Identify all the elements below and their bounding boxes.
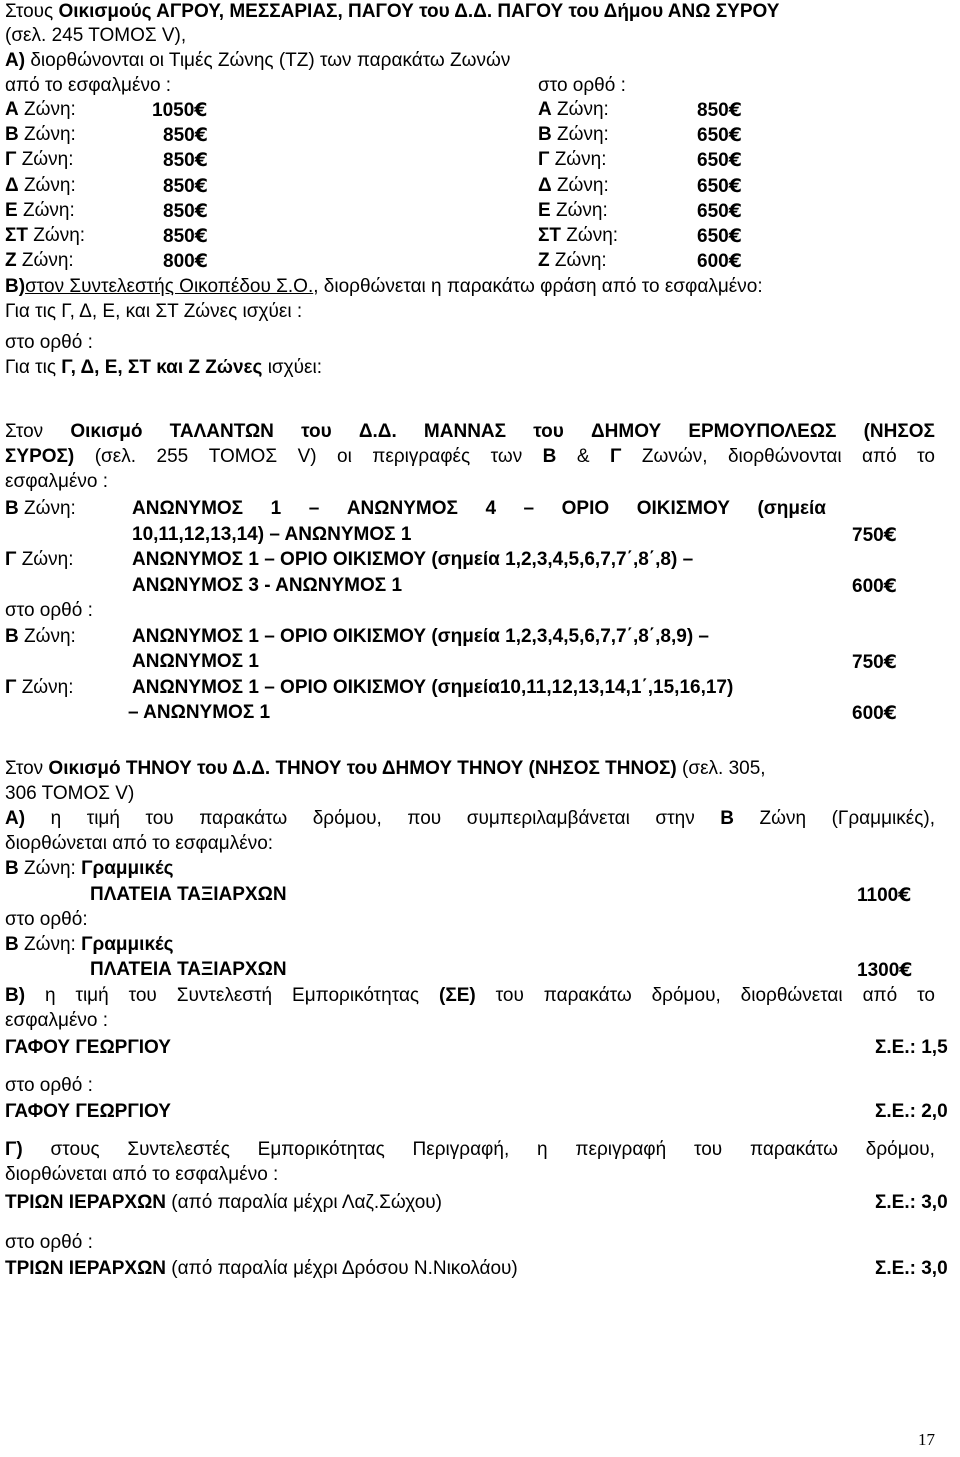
s1-b-line3: στο ορθό : bbox=[5, 332, 93, 353]
s2-w-b-label: Β Ζώνη: bbox=[5, 498, 76, 519]
s3-c-line1: Γ) στους Συντελεστές Εμπορικότητας Περιγραφή, η περιγραφή του παρακάτω δρόμου, bbox=[5, 1139, 935, 1160]
s2-w-g-desc1: ΑΝΩΝΥΜΟΣ 1 – ΟΡΙΟ ΟΙΚΙΣΜΟΥ (σημεία 1,2,3,4,5,6,7,7΄,8΄,8) – bbox=[132, 549, 694, 570]
s3-c-line2: διορθώνεται από το εσφαλμένο : bbox=[5, 1164, 279, 1185]
s1-b-line1: Β)στον Συντελεστής Οικοπέδου Σ.Ο., διορθώνεται η παρακάτω φράση από το εσφαλμένο: bbox=[5, 276, 763, 297]
s2-r-b-desc1: ΑΝΩΝΥΜΟΣ 1 – ΟΡΙΟ ΟΙΚΙΣΜΟΥ (σημεία 1,2,3,4,5,6,7,7΄,8΄,8,9) – bbox=[132, 626, 709, 647]
s3-w-se3-value: Σ.Ε.: 3,0 bbox=[875, 1192, 948, 1213]
zone-value-right: 650€ bbox=[697, 175, 742, 197]
zone-value-right: 650€ bbox=[697, 200, 742, 222]
zone-value-right: 850€ bbox=[697, 99, 742, 121]
zone-row-right: Γ Ζώνη: 650€ bbox=[538, 149, 742, 171]
s1-b-line4: Για τις Γ, Δ, Ε, ΣΤ και Ζ Ζώνες ισχύει: bbox=[5, 357, 322, 378]
s3-r-gstreet: ΓΑΦΟΥ ΓΕΩΡΓΙΟΥ bbox=[5, 1101, 171, 1122]
s2-r-b-desc2: ΑΝΩΝΥΜΟΣ 1 bbox=[132, 651, 259, 672]
s2-w-g-label: Γ Ζώνη: bbox=[5, 549, 74, 570]
zone-value-wrong: 850€ bbox=[163, 124, 208, 146]
s1-line3: Α) διορθώνονται οι Τιμές Ζώνης (ΤΖ) των παρακάτω Ζωνών bbox=[5, 50, 511, 71]
s2-heading-line1: Στον Οικισμό ΤΑΛΑΝΤΩΝ του Δ.Δ. ΜΑΝΝΑΣ του ΔΗΜΟΥ ΕΡΜΟΥΠΟΛΕΩΣ (ΝΗΣΟΣ bbox=[5, 421, 935, 442]
s3-heading-line2: 306 ΤΟΜΟΣ V) bbox=[5, 783, 135, 804]
s3-heading-line1: Στον Οικισμό ΤΗΝΟΥ του Δ.Δ. ΤΗΝΟΥ του ΔΗΜΟΥ ΤΗΝΟΥ (ΝΗΣΟΣ ΤΗΝΟΣ) (σελ. 305, bbox=[5, 758, 766, 779]
s3-a-line1: Α) η τιμή του παρακάτω δρόμου, που συμπεριλαμβάνεται στην Β Ζώνη (Γραμμικές), bbox=[5, 808, 935, 829]
s3-r-se4-value: Σ.Ε.: 3,0 bbox=[875, 1258, 948, 1279]
s3-w-se-value: Σ.Ε.: 1,5 bbox=[875, 1037, 948, 1058]
s2-heading-line2: ΣΥΡΟΣ) (σελ. 255 ΤΟΜΟΣ V) οι περιγραφές των Β & Γ Ζωνών, διορθώνονται από το bbox=[5, 446, 935, 467]
s1-line1: Στους Οικισμούς ΑΓΡΟΥ, ΜΕΣΣΑΡΙΑΣ, ΠΑΓΟΥ του Δ.Δ. ΠΑΓΟΥ του Δήμου ΑΝΩ ΣΥΡΟΥ bbox=[5, 1, 780, 22]
zone-value-right: 650€ bbox=[697, 225, 742, 247]
zone-value-wrong: 1050€ bbox=[152, 99, 208, 121]
s2-w-b-desc2: 10,11,12,13,14) – ΑΝΩΝΥΜΟΣ 1 bbox=[132, 524, 412, 545]
s3-right-label-2: στο ορθό : bbox=[5, 1075, 93, 1096]
s2-right-label: στο ορθό : bbox=[5, 600, 93, 621]
s1-line2: (σελ. 245 ΤΟΜΟΣ V), bbox=[5, 25, 187, 46]
s1-b-line2: Για τις Γ, Δ, Ε, και ΣΤ Ζώνες ισχύει : bbox=[5, 301, 303, 322]
s3-a-line2: διορθώνεται από το εσφαμλένο: bbox=[5, 833, 274, 854]
s3-w-zone-label: Β Ζώνη: Γραμμικές bbox=[5, 858, 174, 879]
s3-w-value: 1100€ bbox=[857, 884, 912, 906]
s1-wrong-label: από το εσφαλμένο : bbox=[5, 75, 172, 96]
s3-r-value: 1300€ bbox=[857, 959, 913, 981]
zone-row-right: Ε Ζώνη: 650€ bbox=[538, 200, 742, 222]
zone-row-wrong: Δ Ζώνη: 850€ bbox=[5, 175, 208, 197]
s2-r-g-desc1: ΑΝΩΝΥΜΟΣ 1 – ΟΡΙΟ ΟΙΚΙΣΜΟΥ (σημεία10,11,12,13,14,1΄,15,16,17) bbox=[132, 677, 734, 698]
s2-wrong-label: εσφαλμένο : bbox=[5, 471, 109, 492]
zone-row-wrong: Α Ζώνη: 1050€ bbox=[5, 99, 208, 121]
s1-right-label: στο ορθό : bbox=[538, 75, 626, 96]
zone-row-wrong: Γ Ζώνη: 850€ bbox=[5, 149, 208, 171]
s3-right-label-3: στο ορθό : bbox=[5, 1232, 93, 1253]
s3-r-zone-label: Β Ζώνη: Γραμμικές bbox=[5, 934, 174, 955]
s2-w-g-value: 600€ bbox=[852, 575, 897, 597]
s2-r-b-value: 750€ bbox=[852, 651, 897, 673]
s3-w-street-desc: ΤΡΙΩΝ ΙΕΡΑΡΧΩΝ (από παραλία μέχρι Λαζ.Σώχου) bbox=[5, 1192, 442, 1213]
s3-b-line1: Β) η τιμή του Συντελεστή Εμπορικότητας (ΣΕ) του παρακάτω δρόμου, διορθώνεται από το bbox=[5, 985, 935, 1006]
s2-w-b-value: 750€ bbox=[852, 524, 897, 546]
s3-w-street: ΠΛΑΤΕΙΑ ΤΑΞΙΑΡΧΩΝ bbox=[90, 884, 287, 905]
s2-r-g-label: Γ Ζώνη: bbox=[5, 677, 74, 698]
s2-r-g-desc2: – ΑΝΩΝΥΜΟΣ 1 bbox=[128, 702, 271, 723]
s3-r-street: ΠΛΑΤΕΙΑ ΤΑΞΙΑΡΧΩΝ bbox=[90, 959, 287, 980]
s2-w-b-desc1: ΑΝΩΝΥΜΟΣ 1 – ΑΝΩΝΥΜΟΣ 4 – ΟΡΙΟ ΟΙΚΙΣΜΟΥ (σημεία bbox=[132, 498, 826, 519]
zone-row-right: Β Ζώνη: 650€ bbox=[538, 124, 742, 146]
page-number: 17 bbox=[918, 1430, 935, 1449]
s2-w-g-desc2: ΑΝΩΝΥΜΟΣ 3 - ΑΝΩΝΥΜΟΣ 1 bbox=[132, 575, 403, 596]
zone-row-wrong: Ζ Ζώνη: 800€ bbox=[5, 250, 208, 272]
zone-value-right: 650€ bbox=[697, 124, 742, 146]
s3-b-line2: εσφαλμένο : bbox=[5, 1010, 109, 1031]
zone-value-wrong: 800€ bbox=[163, 250, 208, 272]
zone-row-wrong: Ε Ζώνη: 850€ bbox=[5, 200, 208, 222]
zone-value-right: 650€ bbox=[697, 149, 742, 171]
zone-value-wrong: 850€ bbox=[163, 175, 208, 197]
zone-row-right: Ζ Ζώνη: 600€ bbox=[538, 250, 742, 272]
s3-r-se-value: Σ.Ε.: 2,0 bbox=[875, 1101, 948, 1122]
zone-row-wrong: ΣΤ Ζώνη: 850€ bbox=[5, 225, 208, 247]
zone-row-right: Α Ζώνη: 850€ bbox=[538, 99, 742, 121]
zone-value-wrong: 850€ bbox=[163, 149, 208, 171]
zone-row-wrong: Β Ζώνη: 850€ bbox=[5, 124, 208, 146]
s3-right-label: στο ορθό: bbox=[5, 909, 88, 930]
zone-value-right: 600€ bbox=[697, 250, 742, 272]
s2-r-g-value: 600€ bbox=[852, 702, 897, 724]
zone-row-right: Δ Ζώνη: 650€ bbox=[538, 175, 742, 197]
zone-value-wrong: 850€ bbox=[163, 225, 208, 247]
zone-row-right: ΣΤ Ζώνη: 650€ bbox=[538, 225, 742, 247]
zone-value-wrong: 850€ bbox=[163, 200, 208, 222]
s3-r-street-desc: ΤΡΙΩΝ ΙΕΡΑΡΧΩΝ (από παραλία μέχρι Δρόσου Ν.Νικολάου) bbox=[5, 1258, 518, 1279]
s2-r-b-label: Β Ζώνη: bbox=[5, 626, 76, 647]
s3-w-gstreet: ΓΑΦΟΥ ΓΕΩΡΓΙΟΥ bbox=[5, 1037, 171, 1058]
